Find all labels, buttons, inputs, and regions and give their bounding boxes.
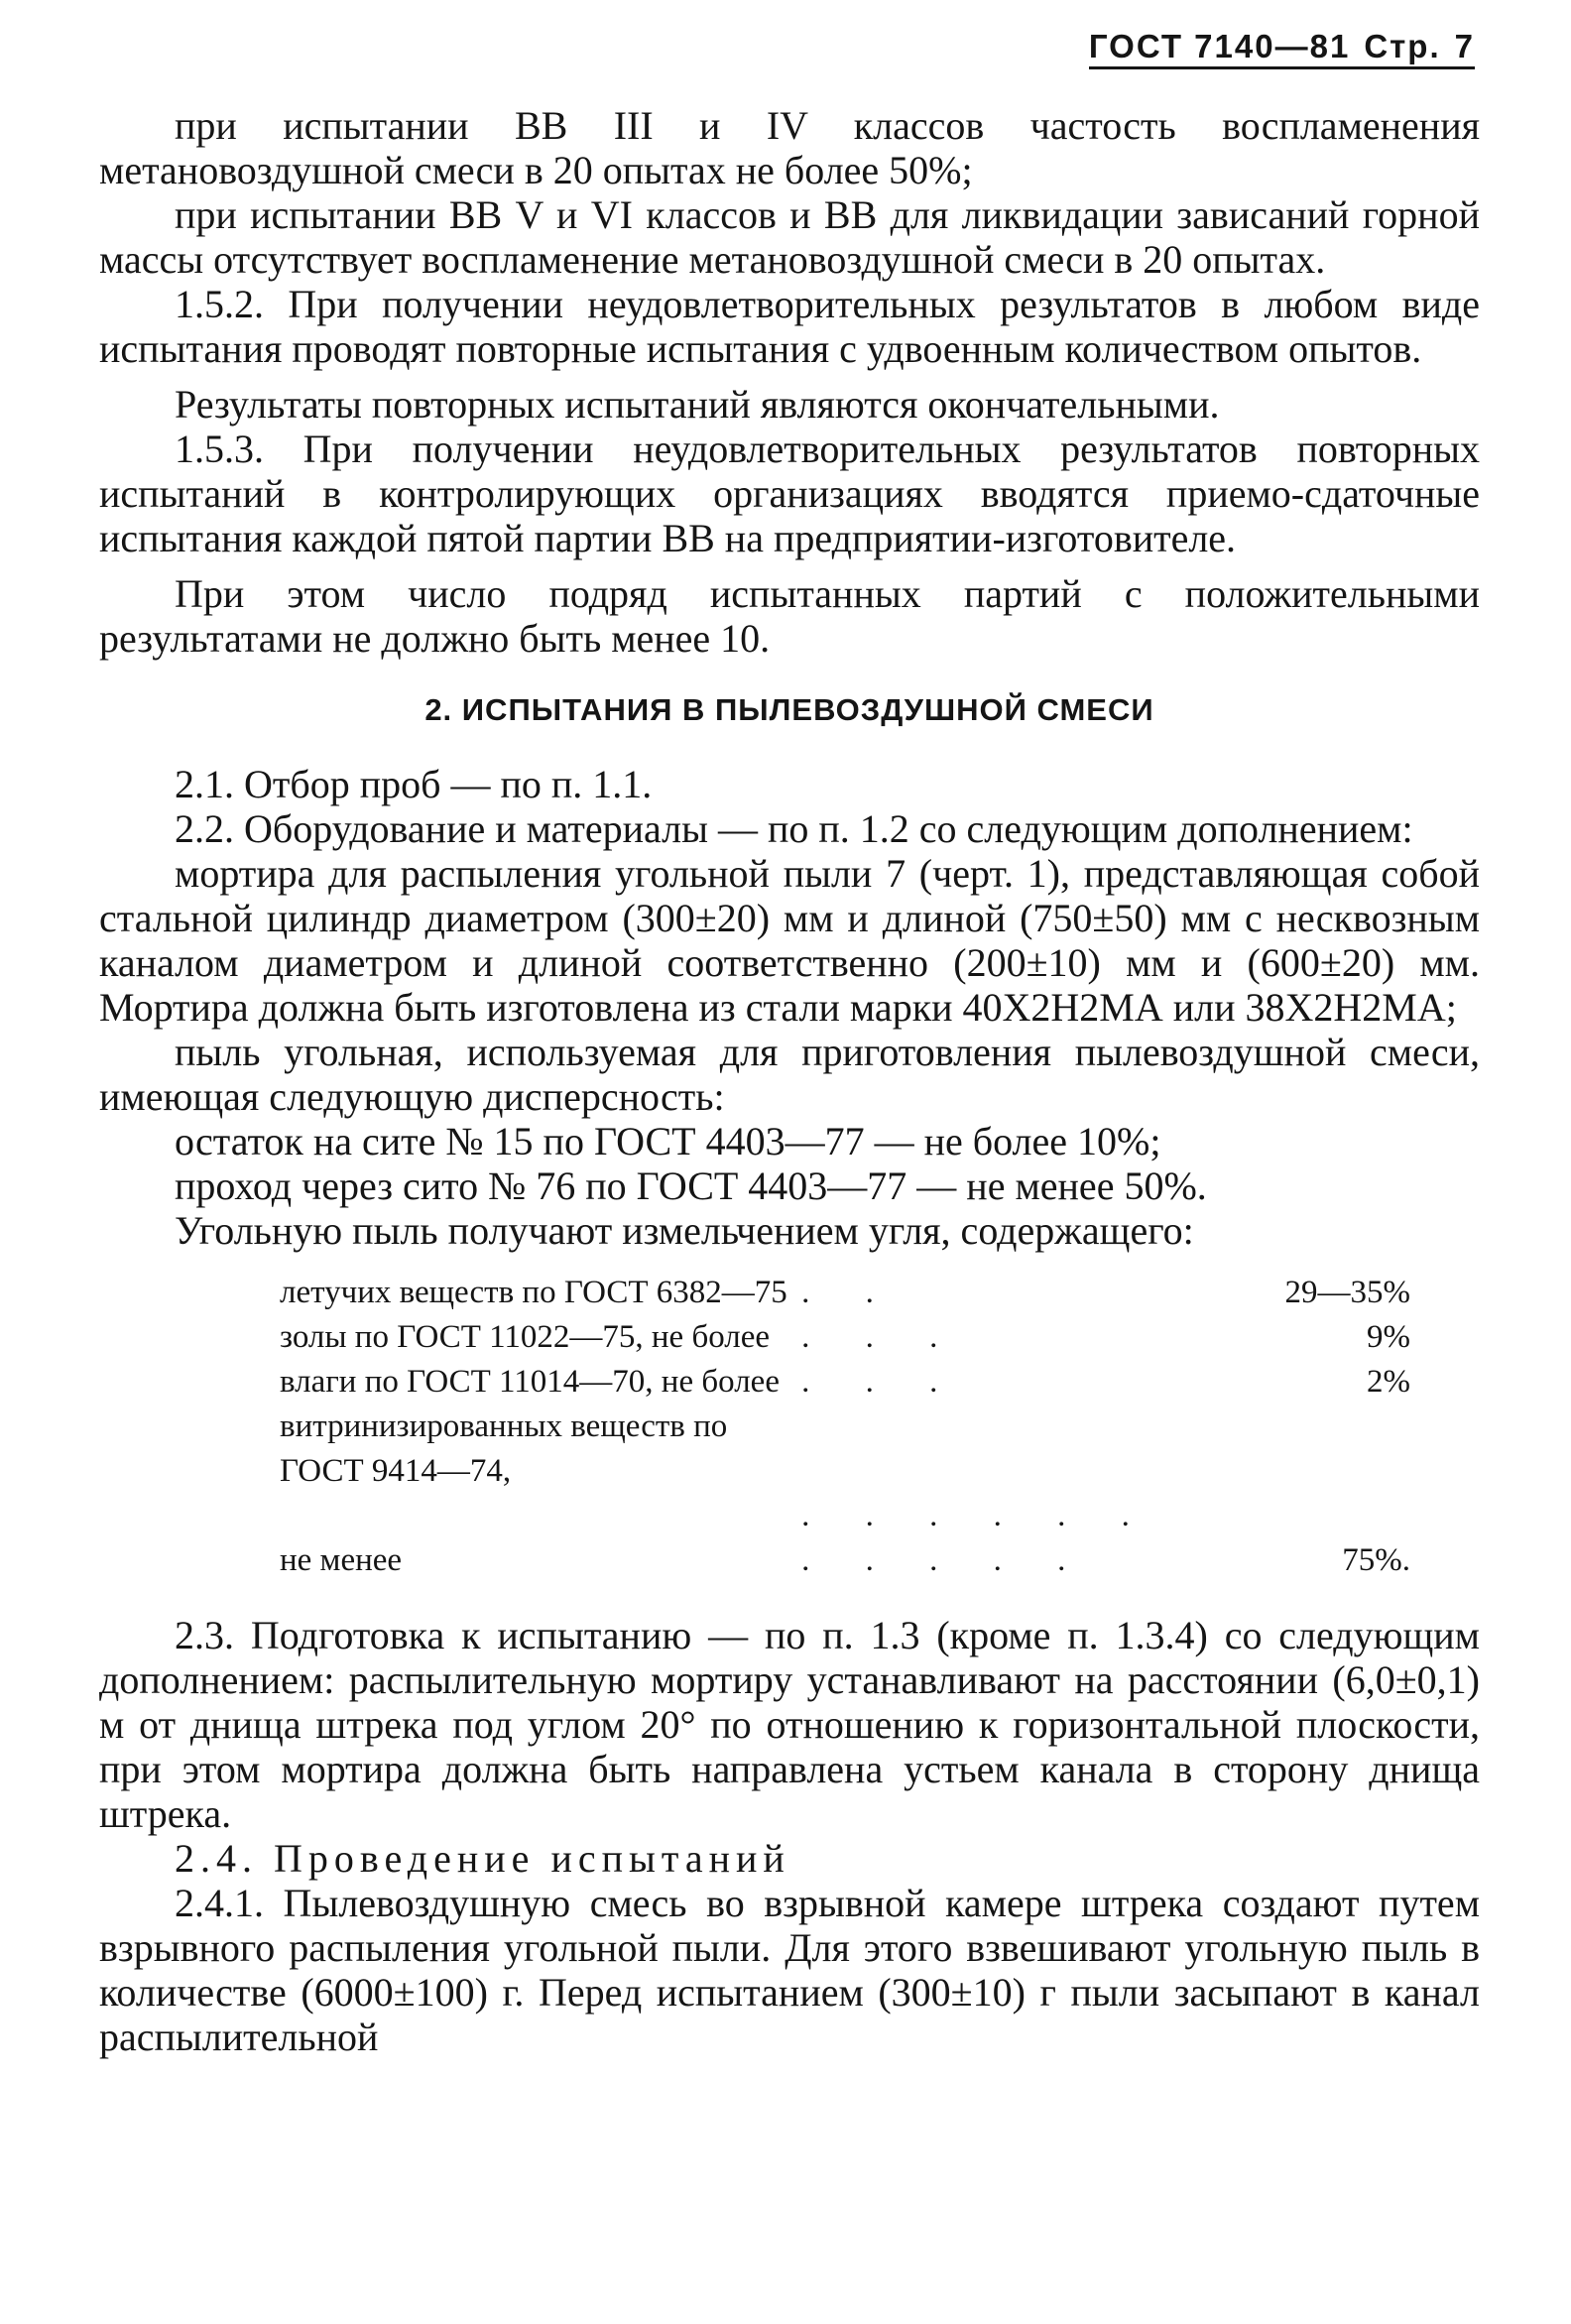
composition-label: летучих веществ по ГОСТ 6382—75	[280, 1275, 787, 1310]
paragraph: Результаты повторных испытаний являются окончательными.	[175, 382, 1220, 427]
page-header	[1089, 28, 1475, 65]
section-title: 2. ИСПЫТАНИЯ В ПЫЛЕВОЗДУШНОЙ СМЕСИ	[424, 692, 1154, 727]
paragraph: 2.4.1. Пылевоздушную смесь во взрывной камере штрека создают путем взрывного распыления угольной пыли. Для этого взвешивают угольную пыль в количестве (6000±100) г. Перед испытанием (300±10) г пыли засыпают в канал распылительной	[99, 1881, 1480, 2059]
composition-row	[280, 1405, 1410, 1494]
paragraph: Угольную пыль получают измельчением угля, содержащего:	[175, 1208, 1194, 1253]
composition-row	[280, 1360, 1410, 1405]
paragraph: 2.1. Отбор проб — по п. 1.1.	[175, 762, 653, 806]
composition-value: 9%	[1367, 1319, 1410, 1355]
page-body	[99, 103, 1480, 2059]
composition-row	[280, 1315, 1410, 1360]
composition-value: 29—35%	[1284, 1275, 1410, 1310]
paragraph: при испытании ВВ III и IV классов частость воспламенения метановоздушной смеси в 20 опытах не более 50%;	[99, 103, 1480, 192]
composition-value: 75%.	[1342, 1542, 1410, 1578]
composition-table	[280, 1271, 1410, 1583]
paragraph: При этом число подряд испытанных партий с положительными результатами не должно быть менее 10.	[99, 571, 1480, 661]
composition-label: не менее	[280, 1542, 403, 1578]
page-number: 7	[1454, 28, 1475, 64]
subsection-heading: 2.4. Проведение испытаний	[175, 1836, 790, 1881]
composition-label: витринизированных веществ по ГОСТ 9414—74,	[280, 1408, 728, 1489]
composition-leader: . . .	[801, 1319, 962, 1355]
paragraph: пыль угольная, используемая для приготовления пылевоздушной смеси, имеющая следующую дисперсность:	[99, 1030, 1480, 1119]
composition-value: 2%	[1367, 1364, 1410, 1400]
composition-label: золы по ГОСТ 11022—75, не более	[280, 1319, 771, 1355]
header-standard-code	[1089, 28, 1475, 69]
composition-leader: . .	[801, 1275, 898, 1310]
paragraph: остаток на сите № 15 по ГОСТ 4403—77 — не более 10%;	[175, 1119, 1161, 1163]
composition-value	[1212, 1405, 1410, 1494]
paragraph: мортира для распыления угольной пыли 7 (черт. 1), представляющая собой стальной цилиндр диаметром (300±20) мм и длиной (750±50) мм с несквозным каналом диаметром и длиной соответственно (200±10) мм и (600±20) мм. Мортира должна быть изготовлена из стали марки 40Х2Н2МА или 38Х2Н2МА;	[99, 851, 1480, 1030]
page-label: Стр.	[1364, 28, 1441, 64]
composition-leader: . . . . . . . . . . .	[801, 1498, 1153, 1578]
composition-leader: . . .	[801, 1364, 962, 1400]
standard-number: ГОСТ 7140—81	[1088, 28, 1351, 64]
paragraph: при испытании ВВ V и VI классов и ВВ для ликвидации зависаний горной массы отсутствует воспламенение метановоздушной смеси в 20 опытах.	[99, 192, 1480, 282]
composition-label: влаги по ГОСТ 11014—70, не более	[280, 1364, 780, 1400]
paragraph: проход через сито № 76 по ГОСТ 4403—77 — не менее 50%.	[175, 1163, 1207, 1208]
paragraph: 1.5.3. При получении неудовлетворительных результатов повторных испытаний в контролирующих организациях вводятся приемо-сдаточные испытания каждой пятой партии ВВ на предприятии-изготовителе.	[99, 427, 1480, 560]
paragraph: 1.5.2. При получении неудовлетворительных результатов в любом виде испытания проводят повторные испытания с удвоенным количеством опытов.	[99, 282, 1480, 371]
paragraph: 2.3. Подготовка к испытанию — по п. 1.3 (кроме п. 1.3.4) со следующим дополнением: распылительную мортиру устанавливают на расстоянии (6,0±0,1) м от днища штрека под углом 20° по отношению к горизонтальной плоскости, при этом мортира должна быть направлена устьем канала в сторону днища штрека.	[99, 1613, 1480, 1836]
composition-row	[280, 1494, 1410, 1583]
composition-leader	[801, 1405, 1212, 1494]
paragraph: 2.2. Оборудование и материалы — по п. 1.2 со следующим дополнением:	[175, 806, 1413, 851]
composition-row	[280, 1271, 1410, 1315]
